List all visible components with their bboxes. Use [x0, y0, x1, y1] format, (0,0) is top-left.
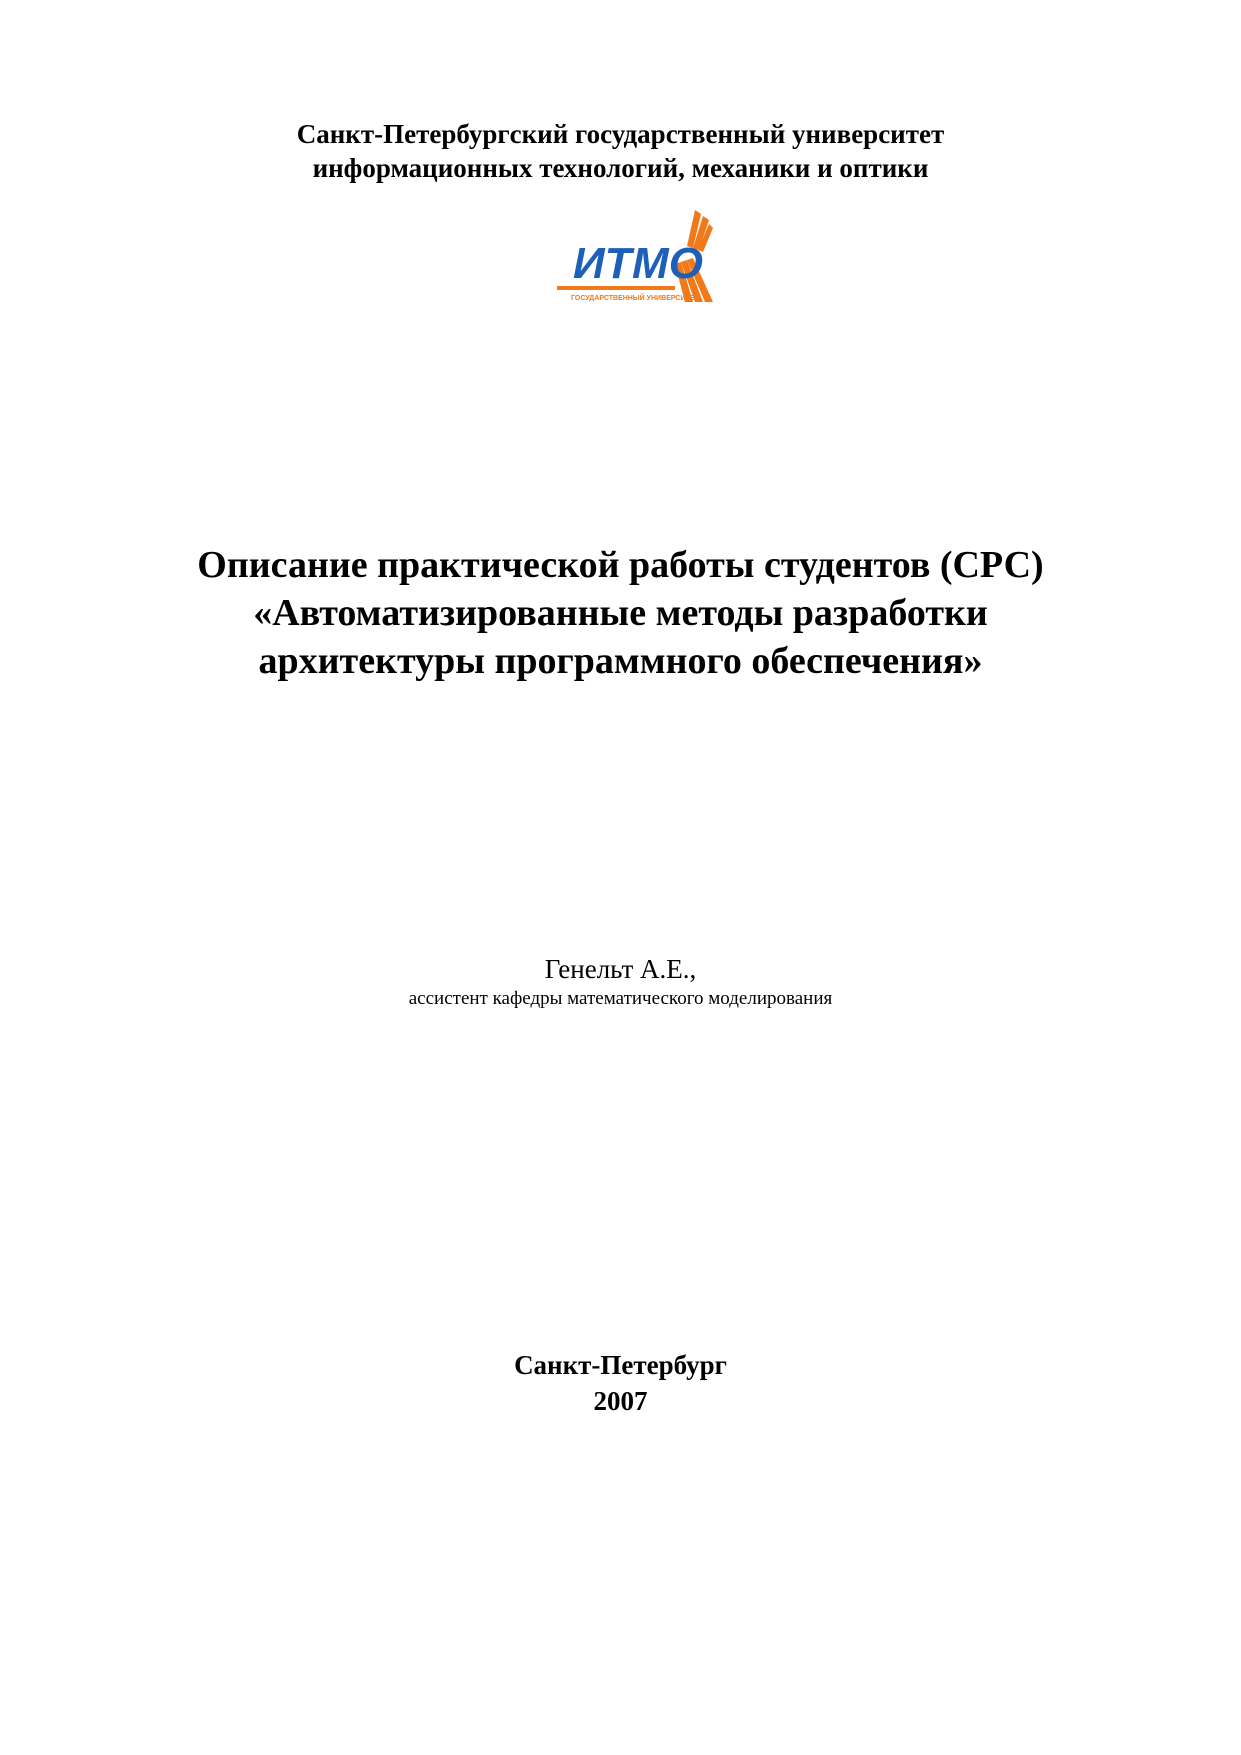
title-line-3: архитектуры программного обеспечения»: [258, 640, 983, 682]
university-line-2: информационных технологий, механики и оптики: [312, 153, 929, 183]
publication-info: [0, 1347, 1241, 1419]
publication-year: 2007: [593, 1386, 648, 1416]
logo-text: ИТМО: [573, 239, 703, 288]
university-line-1: Санкт-Петербургский государственный университет: [296, 119, 945, 149]
itmo-logo-graphic: [553, 210, 733, 306]
title-line-1: Описание практической работы студентов (СРС): [197, 544, 1044, 586]
author-name: Генельт А.Е.,: [544, 954, 697, 984]
document-title: [0, 541, 1241, 685]
title-line-2: «Автоматизированные методы разработки: [253, 592, 988, 634]
logo-subtext: ГОСУДАРСТВЕННЫЙ УНИВЕРСИТЕТ: [571, 295, 699, 302]
itmo-logo: [553, 210, 733, 306]
publication-city: Санкт-Петербург: [514, 1350, 727, 1380]
author-position: ассистент кафедры математического моделирования: [408, 988, 833, 1009]
university-name: [0, 117, 1241, 185]
